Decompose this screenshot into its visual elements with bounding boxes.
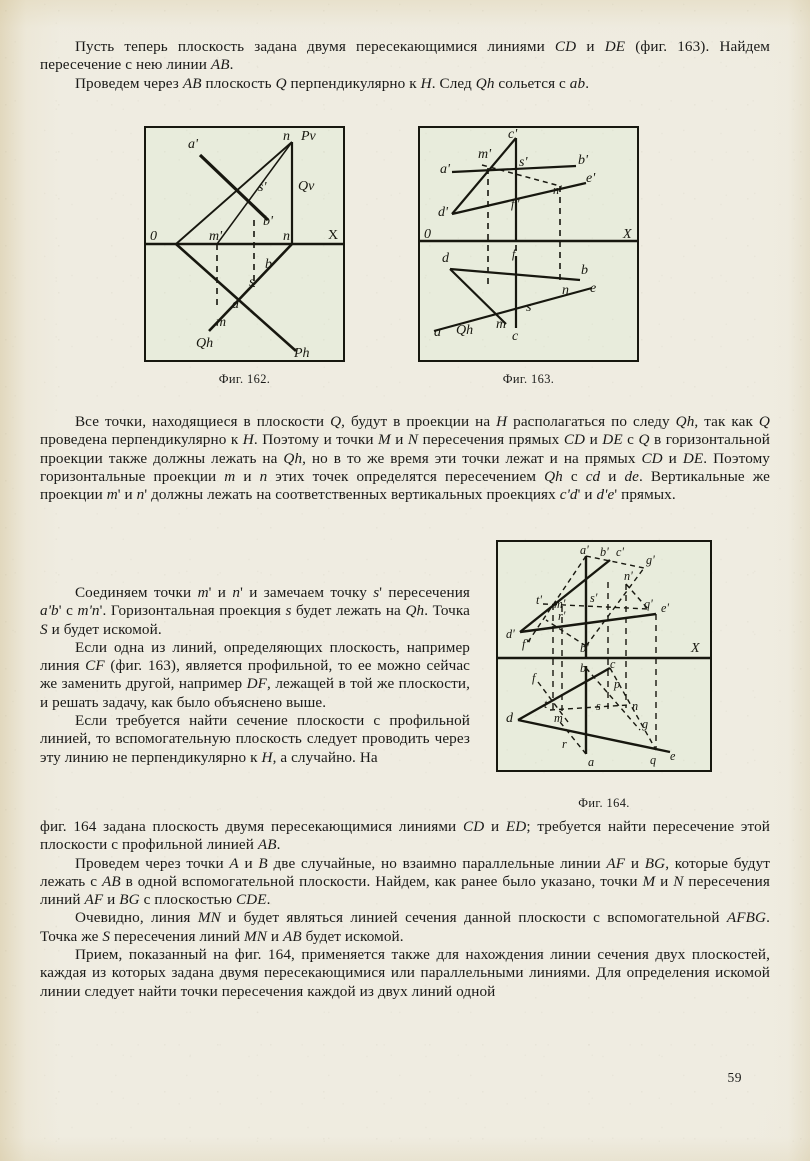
label-n-prime: n' [553, 183, 562, 197]
label-f: f [532, 671, 536, 685]
figure-162-drawing [146, 128, 343, 360]
label-s: s [249, 275, 255, 290]
label-c-prime: c' [508, 128, 518, 142]
label-c: c [610, 657, 616, 671]
label-n: n [562, 283, 569, 298]
paragraph-1: Пусть теперь плоскость задана двумя пересекающимися линиями CD и DE (фиг. 163). Найдем пересечение с нею линии AB. [40, 38, 770, 74]
label-b: b [581, 263, 588, 278]
label-d: d [442, 251, 449, 266]
label-c: c [512, 329, 519, 344]
label-s: s [596, 699, 601, 713]
intro-text-block [40, 38, 770, 93]
label-b: b [580, 661, 587, 675]
bottom-text-block [40, 818, 770, 1001]
label-f-prime: f" [511, 197, 520, 211]
label-a-prime: a' [188, 137, 198, 152]
figure-162-caption: Фиг. 162. [218, 372, 271, 386]
label-b-prime: b' [578, 153, 588, 168]
label-s-prime: s' [590, 591, 598, 605]
label-a: a [434, 325, 441, 340]
label-s: s [526, 300, 532, 315]
label-b: b [265, 257, 272, 272]
paragraph-9: Прием, показанный на фиг. 164, применяется также для нахождения линии сечения двух плоскостей, каждая из которых задана двумя пересекающимися или параллельными линиями. Для определения искомой линии следует найти точки пересечения каждой из двух линий одной [40, 946, 770, 1000]
label-x-axis: X [328, 228, 339, 243]
left-column-text [40, 584, 470, 767]
label-b-prime: b' [263, 214, 273, 229]
label-origin: 0 [424, 227, 431, 242]
paragraph-3: Все точки, находящиеся в плоскости Q, будут в проекции на H располагаться по следу Qh, так как Q проведена перпендикулярно к H. Поэтому и точки M и N пересечения прямых CD и DE с Q в горизонтальной проекции также должны лежать на Qh, но в то же время эти точки лежат и на прямых CD и DE. Поэтому горизонтальные проекции m и n этих точек определятся пересечением Qh с cd и de. Вертикальные же проекции m' и n' должны лежать на соответственных вертикальных проекциях c'd' и d'e' прямых. [40, 413, 771, 504]
label-g-prime: g' [646, 553, 655, 567]
paragraph-6-head: Если требуется найти сечение плоскости с профильной линией, то вспомогательную плоскость следует проводить через эту линию не перпендикулярно к H, а случайно. На [40, 712, 470, 766]
label-c-prime: c' [616, 545, 625, 559]
label-e-prime: e' [661, 601, 670, 615]
figure-163-drawing [420, 128, 637, 360]
label-x-axis: X [691, 641, 700, 656]
label-qh: Qh [196, 336, 214, 351]
label-b-prime-bottom: b' [580, 641, 589, 655]
label-s-prime: s' [258, 180, 267, 195]
label-m: m [496, 317, 507, 332]
label-m: m [554, 711, 563, 725]
label-d-prime: d' [506, 627, 515, 641]
label-e-prime: e' [586, 171, 596, 186]
label-r: r [562, 737, 567, 751]
label-a: a [588, 755, 595, 769]
label-n-lower: n [283, 229, 290, 244]
paragraph-6-tail: фиг. 164 задана плоскость двумя пересекающимися линиями CD и ED; требуется найти пересечение этой плоскости с профильной линией AB. [40, 818, 770, 854]
figure-164-caption: Фиг. 164. [578, 796, 630, 810]
label-m-prime: m' [209, 229, 223, 244]
label-d-prime: d' [438, 205, 448, 220]
figure-164-drawing [498, 542, 710, 770]
label-f: f [512, 247, 516, 261]
label-n: n [632, 699, 639, 713]
label-a-prime: a' [440, 162, 450, 177]
figure-162 [144, 126, 345, 362]
label-q: q [650, 753, 657, 767]
paragraph-2: Проведем через AB плоскость Q перпендикулярно к H. След Qh сольется с ab. [74, 74, 590, 92]
label-n-upper: n [283, 129, 290, 144]
paragraph-8: Очевидно, линия MN и будет являться линией сечения данной плоскости с вспомогательной AFBG. Точка же S пересечения линий MN и AB будет искомой. [40, 909, 770, 945]
figure-164 [496, 540, 712, 772]
label-x-axis: X [623, 227, 632, 242]
label-q-prime: q' [644, 597, 653, 611]
label-m: m [216, 315, 227, 330]
mid-text-block [40, 413, 770, 504]
figure-163-caption: Фиг. 163. [502, 372, 555, 386]
paragraph-7: Проведем через точки A и B две случайные, но взаимно параллельные линии AF и BG, которые будут лежать с AB в одной вспомогательной плоскости. Найдем, как ранее было указано, точки M и N пересечения линий AF и BG с плоскостью CDE. [40, 854, 771, 909]
label-f-prime: f" [522, 637, 531, 651]
label-e: e [670, 749, 676, 763]
label-pv: Pv [301, 129, 316, 144]
label-s-prime: s' [519, 155, 528, 170]
paragraph-4: Соединяем точки m' и n' и замечаем точку s' пересечения a'b' с m'n'. Горизонтальная проекция s будет лежать на Qh. Точка S и будет искомой. [40, 584, 471, 638]
label-a-prime: a' [580, 543, 589, 557]
label-n-prime: n' [624, 569, 633, 583]
label-origin: 0 [150, 229, 157, 244]
page-number: 59 [727, 1070, 742, 1085]
label-ph: Ph [294, 346, 310, 360]
label-m-prime: m' [478, 147, 492, 162]
label-a: a [232, 297, 239, 312]
label-b-prime-top: b' [600, 545, 609, 559]
label-t-prime: t' [536, 593, 542, 607]
label-e: e [590, 281, 597, 296]
label-t: t [544, 697, 548, 711]
label-r-prime: r' [558, 609, 566, 623]
label-qh: Qh [456, 323, 474, 338]
label-qv: Qv [298, 179, 315, 194]
label-d: d [506, 711, 513, 726]
label-m-prime: m' [554, 597, 566, 611]
label-p: p [614, 677, 621, 691]
label-g: g [642, 717, 649, 731]
figure-163 [418, 126, 639, 362]
paragraph-5: Если одна из линий, определяющих плоскость, например линия CF (фиг. 163), является профильной, то ее можно сейчас же заменить другой, например DF, лежащей в той же плоскости, и решать задачу, как было объяснено выше. [40, 638, 470, 711]
